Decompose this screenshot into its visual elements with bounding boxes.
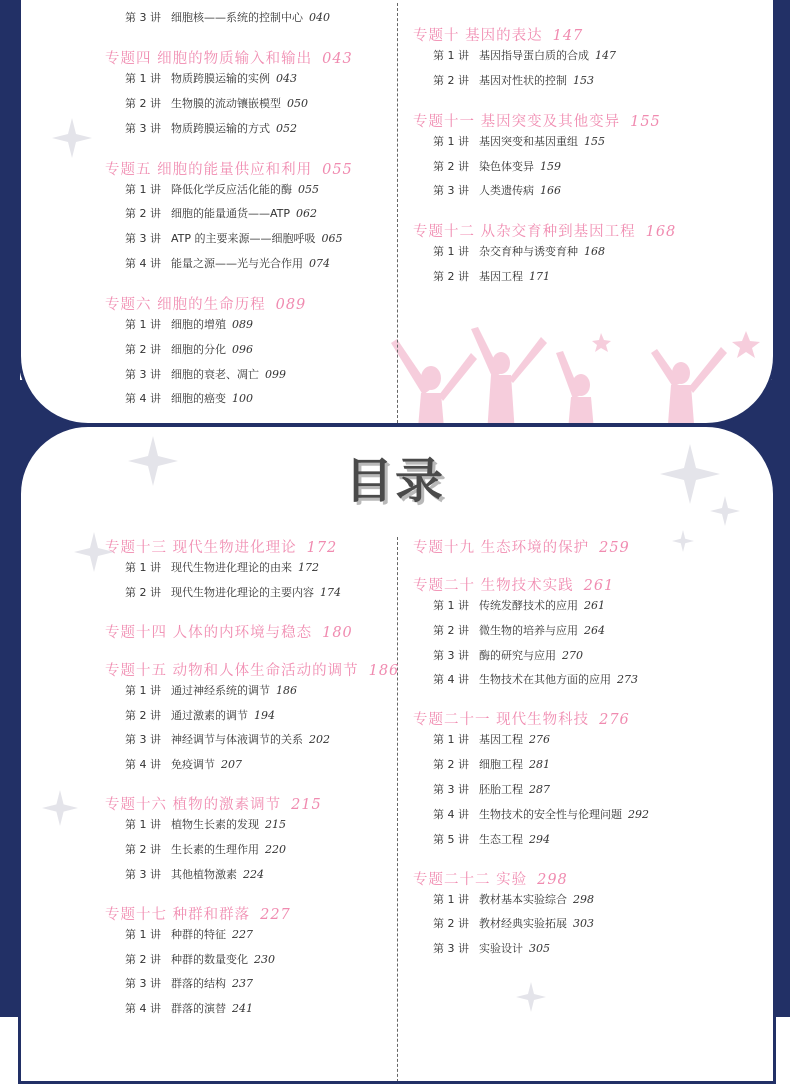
lecture-title: 胚胎工程 [479,783,523,796]
topic-title: 专题二十 生物技术实践 [413,578,574,594]
column-divider [397,537,398,1084]
toc-lecture [105,561,319,575]
topic-title: 专题十七 种群和群落 [105,906,251,923]
toc-lecture [105,709,275,723]
page-number: 159 [540,159,561,173]
lecture-title: 细胞工程 [479,758,523,772]
lecture-title: 基因对性状的控制 [479,73,567,87]
lecture-title: 通过神经系统的调节 [171,683,270,697]
lecture-label: 第 3 讲 [125,232,161,246]
page-number: 089 [275,297,307,313]
toc-lecture [105,343,253,357]
page-number: 055 [298,182,319,196]
lecture-label: 第 2 讲 [433,758,469,772]
lecture-title: 染色体变异 [479,159,534,173]
lecture-title: 降低化学反应活化能的酶 [171,182,292,196]
toc-topic [413,113,661,131]
lecture-label: 第 4 讲 [433,673,469,687]
topic-title: 专题十二 从杂交育种到基因工程 [413,224,636,241]
topic-title: 专题十四 人体的内环境与稳态 [105,624,313,641]
lecture-title: 基因指导蛋白质的合成 [479,49,589,62]
toc-lecture [413,135,605,149]
lecture-label: 第 4 讲 [433,807,469,821]
lecture-title: 免疫调节 [171,758,215,772]
page-number: 281 [529,758,550,772]
lecture-label: 第 4 讲 [125,257,161,270]
page-number: 298 [573,892,594,906]
lecture-title: ATP 的主要来源——细胞呼吸 [171,232,316,246]
lecture-title: 基因工程 [479,733,523,747]
toc-upper-panel [18,0,776,426]
toc-topic [413,871,568,889]
topic-title: 专题十 基因的表达 [413,28,543,44]
toc-topic [413,577,614,595]
lecture-title: 人类遗传病 [479,184,534,198]
toc-lecture [105,318,253,332]
sparkle-icon [672,530,694,552]
lecture-title: 细胞的能量通货——ATP [171,207,291,221]
topic-title: 专题十一 基因突变及其他变异 [413,113,621,130]
topic-title: 专题十五 动物和人体生命活动的调节 [105,662,359,679]
sparkle-icon [516,982,546,1012]
page-number: 259 [599,540,630,556]
lecture-title: 传统发酵技术的应用 [479,599,578,612]
toc-lecture [105,586,341,600]
lecture-label: 第 2 讲 [433,623,469,637]
page-number: 074 [309,257,330,270]
lecture-title: 细胞的癌变 [171,392,226,406]
page-number: 062 [296,207,318,221]
page-number: 215 [291,797,322,814]
page-number: 237 [232,977,253,991]
toc-lecture [413,74,594,88]
toc-lecture [105,122,297,136]
lecture-title: 细胞核——系统的控制中心 [171,11,303,24]
sparkle-icon [710,496,740,526]
lecture-label: 第 3 讲 [433,648,469,662]
toc-lecture [413,808,649,822]
page-number: 100 [232,392,253,406]
page-number: 043 [322,51,353,67]
lecture-label: 第 4 讲 [125,392,161,406]
lecture-label: 第 2 讲 [433,159,469,173]
lecture-title: 种群的数量变化 [171,952,248,966]
lecture-label: 第 2 讲 [125,708,161,722]
toc-lecture [105,1002,253,1016]
page-number: 220 [265,843,286,856]
lecture-label: 第 1 讲 [433,245,469,259]
lecture-title: 教材基本实验综合 [479,892,567,906]
page-number: 052 [276,121,297,135]
toc-lecture [413,624,605,638]
lecture-title: 生物技术在其他方面的应用 [479,673,611,687]
toc-lecture [105,183,319,197]
topic-title: 专题四 细胞的物质输入和输出 [105,51,313,67]
page-number: 273 [617,673,638,687]
toc-topic [105,539,337,557]
page-number: 172 [306,540,338,556]
lecture-title: 教材经典实验拓展 [479,917,567,931]
toc-lecture [413,49,616,63]
lecture-title: 生长素的生理作用 [171,843,259,856]
page-number: 276 [599,712,630,729]
page-number: 227 [232,927,253,941]
toc-lecture [413,649,583,663]
column-divider [397,3,398,423]
lecture-title: 基因工程 [479,270,523,284]
lecture-label: 第 2 讲 [125,952,161,966]
toc-topic [413,27,583,45]
lecture-title: 微生物的培养与应用 [479,623,578,637]
page-number: 303 [573,917,594,931]
lecture-title: 神经调节与体液调节的关系 [171,733,303,747]
lecture-label: 第 1 讲 [433,134,469,148]
lecture-title: 现代生物进化理论的由来 [171,561,292,574]
topic-title: 专题二十二 实验 [413,871,528,888]
toc-lecture [413,917,594,931]
page-number: 294 [529,832,550,846]
sparkle-icon [74,532,114,572]
page-number: 305 [529,942,550,956]
lecture-label: 第 3 讲 [125,367,161,381]
toc-topic [105,906,291,924]
silhouette-decoration [351,323,771,426]
lecture-title: 通过激素的调节 [171,708,248,722]
lecture-title: 物质跨膜运输的方式 [171,121,270,135]
toc-lecture [105,97,308,111]
toc-lecture [413,160,561,174]
lecture-label: 第 3 讲 [125,867,161,881]
toc-lecture [105,207,317,221]
sparkle-icon [660,444,720,504]
toc-lecture [105,977,253,991]
lecture-title: 生态工程 [479,832,523,846]
toc-lecture [413,673,638,687]
page-number: 153 [573,73,594,87]
page-number: 166 [540,184,561,198]
toc-lecture [105,758,242,772]
lecture-title: 物质跨膜运输的实例 [171,72,270,85]
topic-title: 专题五 细胞的能量供应和利用 [105,161,313,178]
page-number: 155 [630,113,661,130]
page-number: 230 [254,952,275,966]
lecture-label: 第 1 讲 [125,818,161,832]
page-number: 089 [232,318,253,331]
lecture-title: 现代生物进化理论的主要内容 [171,585,314,599]
page-number: 270 [562,648,583,662]
page-number: 147 [595,49,616,62]
lecture-label: 第 4 讲 [125,758,161,772]
lecture-label: 第 3 讲 [433,942,469,956]
page-number: 043 [276,72,297,85]
toc-lecture [413,758,550,772]
toc-topic [413,711,630,729]
page-number: 215 [265,818,286,832]
toc-topic [105,161,353,179]
lecture-title: 细胞的增殖 [171,318,226,331]
lecture-title: 能量之源——光与光合作用 [171,257,303,270]
lecture-label: 第 2 讲 [433,270,469,284]
page-number: 065 [321,232,343,246]
toc-lecture [105,11,330,25]
page-number: 172 [298,561,319,574]
lecture-label: 第 1 讲 [125,561,161,574]
lecture-label: 第 1 讲 [433,49,469,62]
toc-lecture [413,270,550,284]
topic-title: 专题六 细胞的生命历程 [105,297,266,313]
lecture-label: 第 4 讲 [125,1002,161,1016]
topic-title: 专题十六 植物的激素调节 [105,797,282,814]
toc-lecture [413,733,550,747]
toc-lecture [413,942,550,956]
page-number: 186 [368,662,400,679]
lecture-label: 第 3 讲 [125,121,161,135]
lecture-label: 第 1 讲 [125,927,161,941]
toc-lecture [105,72,297,86]
page-number: 202 [309,733,330,747]
lecture-title: 群落的演替 [171,1002,226,1016]
toc-lecture [105,843,286,857]
lecture-label: 第 3 讲 [125,733,161,747]
page-number: 261 [583,578,615,594]
lecture-title: 群落的结构 [171,977,226,991]
toc-topic [413,223,676,241]
lecture-title: 细胞的分化 [171,342,226,356]
lecture-title: 基因突变和基因重组 [479,134,578,148]
page-number: 168 [645,224,677,241]
lecture-label: 第 2 讲 [125,585,161,599]
toc-lecture [105,257,330,271]
toc-lecture [105,868,264,882]
page-number: 171 [529,270,550,284]
sparkle-icon [128,436,178,486]
lecture-title: 酶的研究与应用 [479,648,556,662]
toc-topic [105,624,353,642]
page-number: 040 [309,11,330,24]
toc-topic [105,662,399,680]
lecture-label: 第 5 讲 [433,832,469,846]
page-number: 194 [254,708,275,722]
toc-lecture [105,684,297,698]
lecture-label: 第 2 讲 [125,207,161,221]
page-number: 298 [537,871,568,888]
toc-lecture [105,232,343,246]
lecture-title: 杂交育种与诱变育种 [479,245,578,259]
lecture-title: 实验设计 [479,942,523,956]
toc-topic [105,50,353,68]
lecture-title: 其他植物激素 [171,867,237,881]
lecture-label: 第 1 讲 [125,318,161,331]
sparkle-icon [52,118,92,158]
page-number: 227 [260,906,291,923]
lecture-label: 第 1 讲 [125,72,161,85]
page-number: 050 [287,96,308,110]
toc-lecture [105,818,286,832]
page-number: 224 [243,867,264,881]
toc-lecture [105,368,286,382]
lecture-label: 第 3 讲 [433,783,469,796]
sparkle-icon [42,790,78,826]
toc-lecture [105,953,275,967]
page-number: 168 [584,245,605,259]
page-title: 目录 [344,453,445,509]
toc-lecture [105,392,253,406]
page-number: 055 [322,161,353,178]
page-number: 287 [529,783,550,796]
lecture-title: 种群的特征 [171,927,226,941]
lecture-label: 第 1 讲 [125,683,161,697]
page-number: 207 [221,758,242,772]
page-number: 264 [584,623,605,637]
lecture-label: 第 2 讲 [125,342,161,356]
page-number: 099 [265,367,286,381]
toc-lower-panel [18,424,776,1084]
lecture-label: 第 1 讲 [433,733,469,747]
lecture-title: 植物生长素的发现 [171,818,259,832]
lecture-label: 第 2 讲 [125,96,161,110]
toc-lecture [413,893,594,907]
toc-lecture [413,833,550,847]
page-number: 276 [529,733,550,747]
toc-topic [105,296,306,314]
page-number: 155 [584,134,605,148]
topic-title: 专题二十一 现代生物科技 [413,712,590,729]
lecture-label: 第 3 讲 [125,11,161,24]
toc-topic [105,796,322,814]
lecture-label: 第 2 讲 [433,73,469,87]
toc-lecture [413,245,605,259]
topic-title: 专题十三 现代生物进化理论 [105,540,297,556]
lecture-label: 第 3 讲 [125,977,161,991]
page-number: 096 [232,342,253,356]
lecture-label: 第 2 讲 [125,843,161,856]
lecture-title: 生物技术的安全性与伦理问题 [479,807,622,821]
lecture-label: 第 3 讲 [433,184,469,198]
toc-lecture [413,184,561,198]
topic-title: 专题十九 生态环境的保护 [413,540,590,556]
lecture-title: 生物膜的流动镶嵌模型 [171,96,281,110]
toc-topic [413,539,630,557]
lecture-label: 第 1 讲 [125,182,161,196]
page-number: 292 [628,807,649,821]
lecture-label: 第 2 讲 [433,917,469,931]
lecture-title: 细胞的衰老、凋亡 [171,367,259,381]
lecture-label: 第 1 讲 [433,892,469,906]
page-number: 180 [322,624,353,641]
page-number: 241 [232,1002,253,1016]
page-number: 186 [276,683,297,697]
toc-lecture [413,599,605,613]
toc-lecture [105,733,330,747]
lecture-label: 第 1 讲 [433,599,469,612]
page-number: 147 [552,28,584,44]
toc-lecture [413,783,550,797]
page-number: 261 [584,599,605,612]
page-number: 174 [320,585,341,599]
toc-lecture [105,928,253,942]
